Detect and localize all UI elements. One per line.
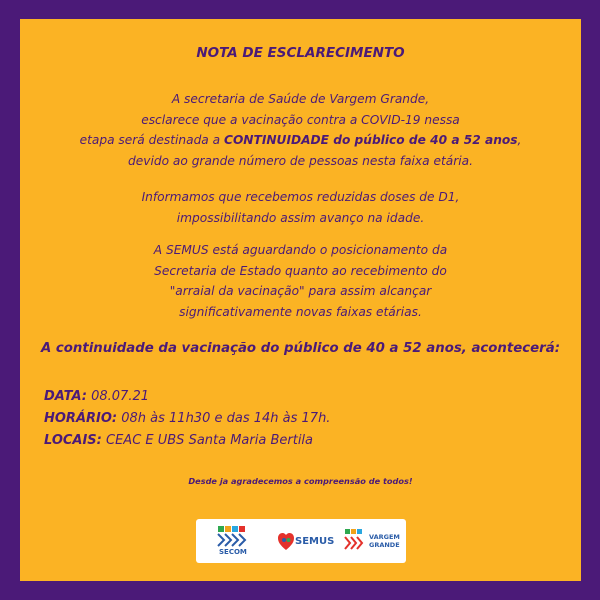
places-value: CEAC E UBS Santa Maria Bertila	[101, 433, 314, 448]
date-value: 08.07.21	[86, 389, 149, 404]
places-label: LOCAIS:	[44, 433, 102, 448]
paragraph-line: A SEMUS está aguardando o posicionamento da	[153, 243, 448, 257]
highlight-text: CONTINUIDADE do público de 40 a 52 anos	[224, 133, 518, 147]
paragraph-line: Informamos que recebemos reduzidas doses de D1,	[141, 190, 460, 204]
paragraph-text: etapa será destinada a	[79, 133, 224, 147]
notice-title: NOTA DE ESCLARECIMENTO	[196, 45, 405, 61]
paragraph-line: A secretaria de Saúde de Vargem Grande,	[171, 92, 430, 106]
notice-card	[20, 19, 581, 581]
paragraph-line: "arraial da vacinação" para assim alcançar	[169, 284, 432, 298]
continuity-headline: A continuidade da vacinação do público de 40 a 52 anos, acontecerá:	[40, 341, 561, 356]
secom-logo-text: SECOM	[219, 548, 247, 556]
heart-icon	[278, 532, 294, 552]
semus-logo	[278, 524, 336, 558]
places-row	[44, 430, 330, 452]
schedule-details	[44, 386, 330, 452]
paragraph-line: devido ao grande número de pessoas nesta faixa etária.	[128, 153, 473, 168]
paragraph-line: impossibilitando assim avanço na idade.	[176, 210, 425, 225]
vargem-grande-logo-icon	[344, 528, 368, 554]
logo-strip	[196, 519, 406, 563]
secom-logo	[210, 524, 256, 558]
paragraph-text: ,	[517, 133, 522, 147]
thanks-note: Desde ja agradecemos a compreensão de todos!	[188, 476, 413, 486]
paragraph-doses	[20, 187, 581, 228]
semus-logo-text: SEMUS	[295, 536, 335, 547]
date-row	[44, 386, 330, 408]
paragraph-line: Secretaria de Estado quanto ao recebimento do	[154, 263, 447, 278]
date-label: DATA:	[44, 389, 87, 404]
vargem-grande-line1: VARGEM	[369, 533, 400, 541]
time-label: HORÁRIO:	[44, 411, 118, 426]
paragraph-line: esclarece que a vacinação contra a COVID-19 nessa	[141, 112, 460, 127]
vargem-grande-logo-text	[369, 533, 400, 549]
paragraph-line: significativamente novas faixas etárias.	[179, 304, 422, 319]
paragraph-vaccination	[20, 89, 581, 171]
vargem-grande-logo	[344, 524, 404, 558]
vargem-grande-line2: GRANDE	[369, 541, 400, 549]
paragraph-semus	[20, 240, 581, 322]
paragraph-line	[20, 130, 581, 151]
time-row	[44, 408, 330, 430]
time-value: 08h às 11h30 e das 14h às 17h.	[117, 411, 331, 426]
